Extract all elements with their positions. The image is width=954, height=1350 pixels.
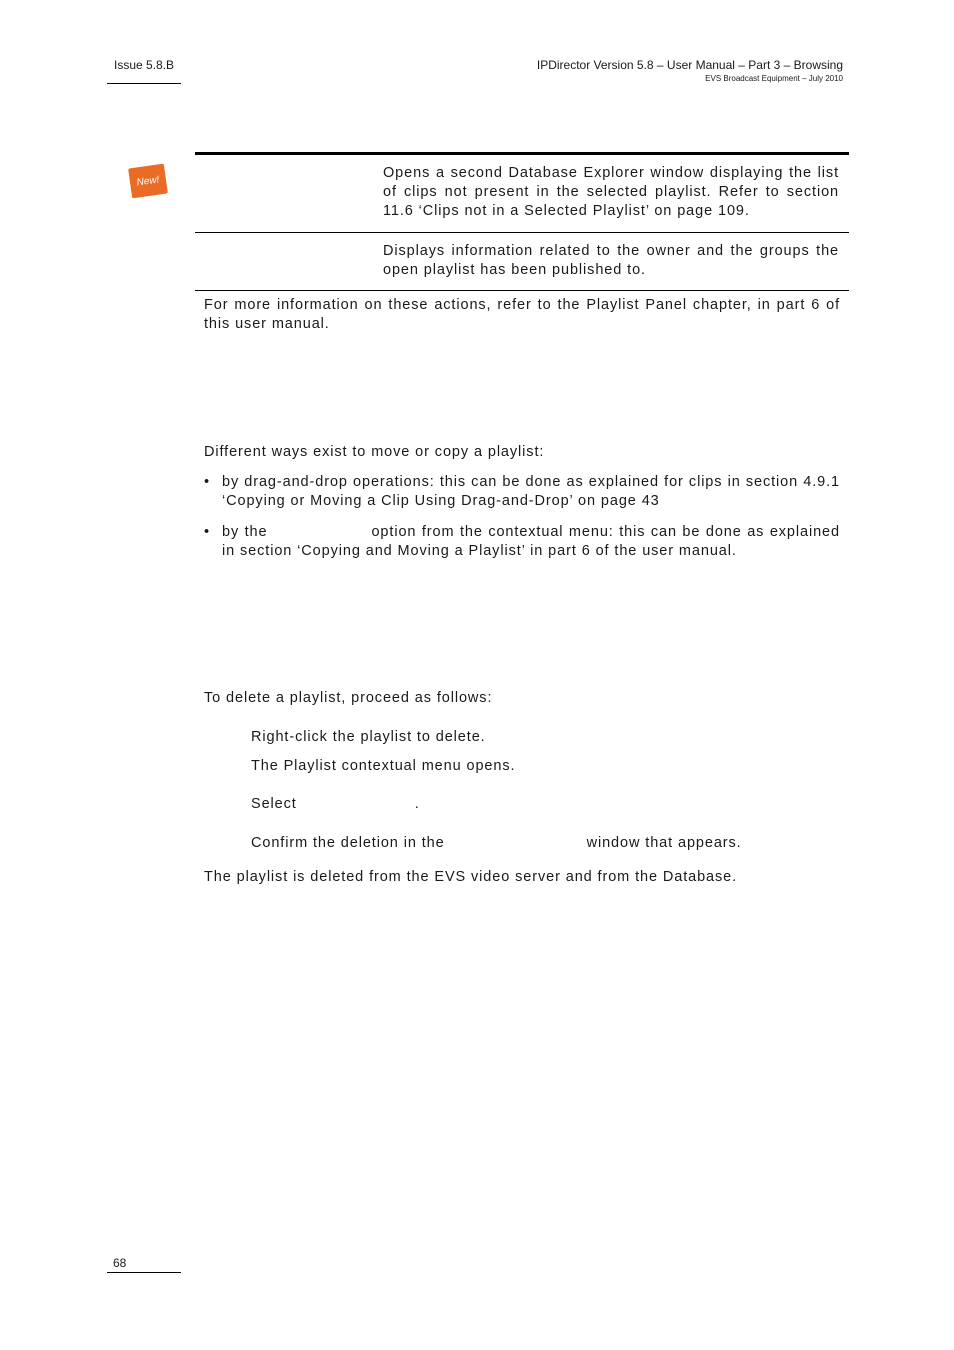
header-title-block — [537, 58, 843, 83]
table-top-rule — [195, 152, 849, 155]
step-3-suffix: window that appears. — [586, 835, 742, 851]
footer-divider — [107, 1272, 181, 1273]
page-number: 68 — [113, 1256, 127, 1270]
document-subtitle: EVS Broadcast Equipment – July 2010 — [705, 74, 843, 83]
delete-result: The playlist is deleted from the EVS video server and from the Database. — [204, 869, 738, 885]
step-2-suffix: . — [414, 796, 420, 812]
step-2 — [251, 795, 420, 814]
bullet-text: option from the contextual menu: this can be done as explained in section ‘Copying and Moving a Playlist’ in part 6 of the user manual. — [222, 524, 840, 559]
list-item — [204, 473, 840, 511]
step-2-prefix: Select — [251, 796, 297, 812]
issue-label: Issue 5.8.B — [114, 58, 175, 72]
step-3-prefix: Confirm the deletion in the — [251, 835, 445, 851]
step-1-result: The Playlist contextual menu opens. — [251, 758, 516, 774]
table-row-divider — [195, 232, 849, 233]
bullet-icon: • — [204, 524, 210, 540]
table-row-description: Displays information related to the owner and the groups the open playlist has been published to. — [383, 243, 839, 278]
move-copy-bullets — [204, 473, 840, 561]
document-title: IPDirector Version 5.8 – User Manual – Part 3 – Browsing — [536, 58, 843, 72]
new-badge-icon: New! — [128, 164, 168, 199]
move-copy-intro: Different ways exist to move or copy a playlist: — [204, 444, 545, 460]
step-3 — [251, 834, 742, 853]
bullet-text: by drag-and-drop operations: this can be done as explained for clips in section 4.9.1 ‘Copying or Moving a Clip Using Drag-and-Drop’ on page 43 — [222, 474, 840, 509]
actions-note: For more information on these actions, refer to the Playlist Panel chapter, in part 6 of this user manual. — [204, 297, 840, 332]
step-1: Right-click the playlist to delete. — [251, 729, 486, 745]
table-bottom-rule — [195, 290, 849, 291]
delete-intro: To delete a playlist, proceed as follows: — [204, 690, 493, 706]
header-divider — [107, 83, 181, 84]
table-row-description: Opens a second Database Explorer window displaying the list of clips not present in the selected playlist. Refer to section 11.6 ‘Clips not in a Selected Playlist’ on page 109. — [383, 165, 839, 219]
list-item — [204, 523, 840, 561]
bullet-prefix: by the — [222, 524, 268, 540]
bullet-icon: • — [204, 474, 210, 490]
